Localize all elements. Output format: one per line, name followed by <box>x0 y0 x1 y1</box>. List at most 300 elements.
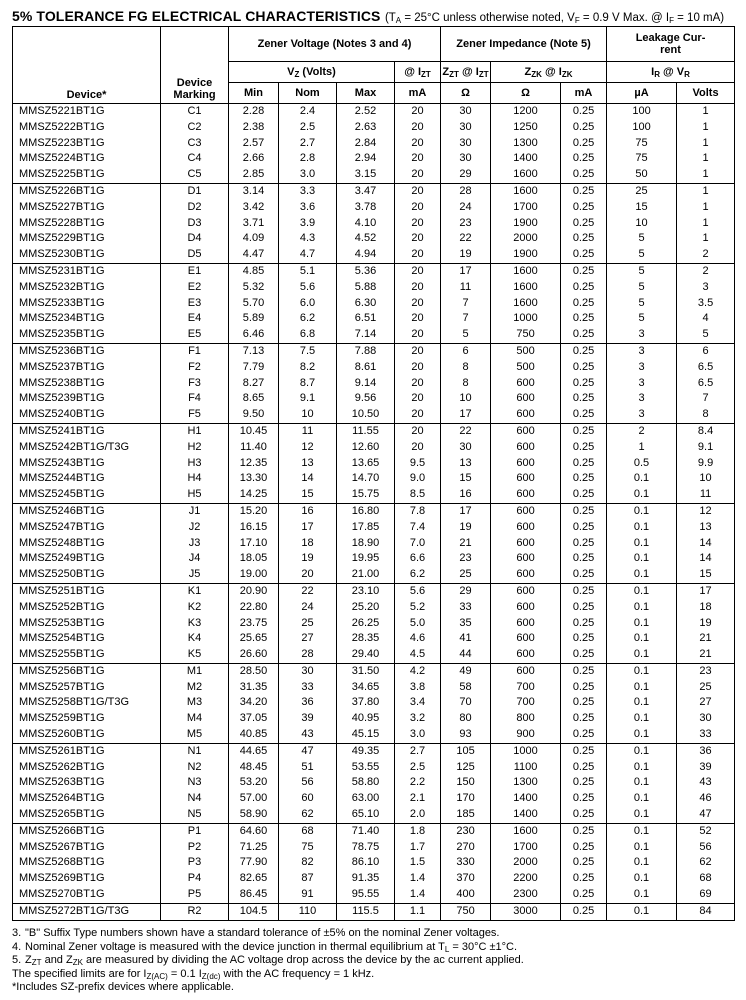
marking-cell: H5 <box>161 487 229 503</box>
zzk-cell: 3000 <box>491 903 561 920</box>
izt-cell: 2.1 <box>395 791 441 807</box>
ir-cell: 0.1 <box>607 791 677 807</box>
device-cell: MMSZ5241BT1G <box>13 423 161 439</box>
ir-cell: 0.1 <box>607 743 677 759</box>
izk-cell: 0.25 <box>561 456 607 472</box>
header-at-izt: @ $I_{ZT}$ <box>395 62 441 83</box>
zzk-cell: 500 <box>491 343 561 359</box>
ir-cell: 0.1 <box>607 551 677 567</box>
izk-cell: 0.25 <box>561 600 607 616</box>
zzk-cell: 1400 <box>491 791 561 807</box>
device-cell: MMSZ5269BT1G <box>13 871 161 887</box>
izt-cell: 1.4 <box>395 871 441 887</box>
zzt-cell: 33 <box>441 600 491 616</box>
vr-cell: 56 <box>677 840 735 856</box>
vr-cell: 84 <box>677 903 735 920</box>
table-row <box>13 327 735 343</box>
device-cell: MMSZ5253BT1G <box>13 616 161 632</box>
header-zzt-unit: Ω <box>441 83 491 104</box>
izt-cell: 20 <box>395 151 441 167</box>
marking-cell: D5 <box>161 247 229 263</box>
zzk-cell: 600 <box>491 407 561 423</box>
izt-cell: 1.8 <box>395 823 441 839</box>
izt-cell: 20 <box>395 200 441 216</box>
device-cell: MMSZ5237BT1G <box>13 360 161 376</box>
vz-min-cell: 86.45 <box>229 887 279 903</box>
zzt-cell: 93 <box>441 727 491 743</box>
device-cell: MMSZ5230BT1G <box>13 247 161 263</box>
vz-nom-cell: 4.7 <box>279 247 337 263</box>
device-cell: MMSZ5251BT1G <box>13 583 161 599</box>
table-row <box>13 647 735 663</box>
izk-cell: 0.25 <box>561 487 607 503</box>
vr-cell: 43 <box>677 775 735 791</box>
vz-max-cell: 21.00 <box>337 567 395 583</box>
izt-cell: 3.2 <box>395 711 441 727</box>
vz-nom-cell: 14 <box>279 471 337 487</box>
zzk-cell: 600 <box>491 471 561 487</box>
vz-nom-cell: 91 <box>279 887 337 903</box>
ir-cell: 0.1 <box>607 567 677 583</box>
ir-cell: 75 <box>607 151 677 167</box>
vr-cell: 6 <box>677 343 735 359</box>
ir-cell: 0.1 <box>607 711 677 727</box>
izk-cell: 0.25 <box>561 104 607 120</box>
vz-max-cell: 65.10 <box>337 807 395 823</box>
vz-min-cell: 3.71 <box>229 216 279 232</box>
device-cell: MMSZ5256BT1G <box>13 663 161 679</box>
izk-cell: 0.25 <box>561 263 607 279</box>
electrical-characteristics-table <box>12 26 735 921</box>
zzt-cell: 7 <box>441 296 491 312</box>
zzk-cell: 600 <box>491 376 561 392</box>
zzk-cell: 600 <box>491 631 561 647</box>
header-zzt-at-izt: $Z_{ZT}$ @ $I_{ZT}$ <box>441 62 491 83</box>
vz-nom-cell: 2.5 <box>279 120 337 136</box>
vr-cell: 8 <box>677 407 735 423</box>
vz-min-cell: 82.65 <box>229 871 279 887</box>
vz-min-cell: 4.09 <box>229 231 279 247</box>
marking-cell: P3 <box>161 855 229 871</box>
zzt-cell: 11 <box>441 280 491 296</box>
zzk-cell: 600 <box>491 423 561 439</box>
vz-min-cell: 12.35 <box>229 456 279 472</box>
device-cell: MMSZ5248BT1G <box>13 536 161 552</box>
vr-cell: 12 <box>677 503 735 519</box>
vz-max-cell: 4.94 <box>337 247 395 263</box>
zzk-cell: 1000 <box>491 743 561 759</box>
vz-min-cell: 77.90 <box>229 855 279 871</box>
izk-cell: 0.25 <box>561 183 607 199</box>
device-cell: MMSZ5260BT1G <box>13 727 161 743</box>
marking-cell: H1 <box>161 423 229 439</box>
vr-cell: 36 <box>677 743 735 759</box>
izk-cell: 0.25 <box>561 551 607 567</box>
device-cell: MMSZ5223BT1G <box>13 136 161 152</box>
vr-cell: 21 <box>677 647 735 663</box>
vz-max-cell: 26.25 <box>337 616 395 632</box>
zzt-cell: 30 <box>441 120 491 136</box>
zzt-cell: 19 <box>441 247 491 263</box>
note-3: 3. "B" Suffix Type numbers shown have a standard tolerance of ±5% on the nominal Zener voltages. <box>12 927 500 939</box>
izk-cell: 0.25 <box>561 167 607 183</box>
table-row <box>13 855 735 871</box>
table-row <box>13 391 735 407</box>
zzk-cell: 600 <box>491 567 561 583</box>
note-4: 4. Nominal Zener voltage is measured with the device junction in thermal equilibrium at $T_L = 30^\circ C \pm 1^\circ C$. <box>12 940 518 954</box>
izt-cell: 20 <box>395 216 441 232</box>
marking-cell: M1 <box>161 663 229 679</box>
marking-cell: C3 <box>161 136 229 152</box>
zzt-cell: 30 <box>441 151 491 167</box>
vz-max-cell: 2.63 <box>337 120 395 136</box>
vz-min-cell: 44.65 <box>229 743 279 759</box>
marking-cell: M5 <box>161 727 229 743</box>
ir-cell: 0.1 <box>607 840 677 856</box>
izk-cell: 0.25 <box>561 296 607 312</box>
vz-max-cell: 6.30 <box>337 296 395 312</box>
zzt-cell: 330 <box>441 855 491 871</box>
vr-cell: 17 <box>677 583 735 599</box>
vz-min-cell: 57.00 <box>229 791 279 807</box>
zzt-cell: 17 <box>441 263 491 279</box>
device-cell: MMSZ5247BT1G <box>13 520 161 536</box>
ir-cell: 50 <box>607 167 677 183</box>
izt-cell: 20 <box>395 407 441 423</box>
table-row <box>13 583 735 599</box>
vz-min-cell: 25.65 <box>229 631 279 647</box>
vz-min-cell: 5.70 <box>229 296 279 312</box>
vz-nom-cell: 47 <box>279 743 337 759</box>
vz-min-cell: 16.15 <box>229 520 279 536</box>
device-cell: MMSZ5227BT1G <box>13 200 161 216</box>
zzk-cell: 600 <box>491 520 561 536</box>
vz-max-cell: 13.65 <box>337 456 395 472</box>
vz-nom-cell: 51 <box>279 760 337 776</box>
device-cell: MMSZ5228BT1G <box>13 216 161 232</box>
zzt-cell: 750 <box>441 903 491 920</box>
ir-cell: 3 <box>607 391 677 407</box>
vz-nom-cell: 12 <box>279 440 337 456</box>
table-row <box>13 311 735 327</box>
vz-nom-cell: 2.7 <box>279 136 337 152</box>
zzt-cell: 10 <box>441 391 491 407</box>
izk-cell: 0.25 <box>561 503 607 519</box>
vr-cell: 3 <box>677 280 735 296</box>
table-row <box>13 903 735 920</box>
izt-cell: 3.4 <box>395 695 441 711</box>
ir-cell: 0.1 <box>607 631 677 647</box>
header-nom: Nom <box>279 83 337 104</box>
table-row <box>13 775 735 791</box>
vz-nom-cell: 39 <box>279 711 337 727</box>
vz-nom-cell: 60 <box>279 791 337 807</box>
vz-max-cell: 2.84 <box>337 136 395 152</box>
vr-cell: 23 <box>677 663 735 679</box>
zzk-cell: 1300 <box>491 136 561 152</box>
marking-cell: K5 <box>161 647 229 663</box>
marking-cell: P1 <box>161 823 229 839</box>
zzt-cell: 80 <box>441 711 491 727</box>
device-cell: MMSZ5263BT1G <box>13 775 161 791</box>
vz-max-cell: 25.20 <box>337 600 395 616</box>
header-min: Min <box>229 83 279 104</box>
table-row <box>13 280 735 296</box>
izk-cell: 0.25 <box>561 423 607 439</box>
zzk-cell: 2000 <box>491 855 561 871</box>
table-row <box>13 407 735 423</box>
zzt-cell: 24 <box>441 200 491 216</box>
marking-cell: J1 <box>161 503 229 519</box>
vz-nom-cell: 13 <box>279 456 337 472</box>
table-row <box>13 231 735 247</box>
izk-cell: 0.25 <box>561 471 607 487</box>
vr-cell: 6.5 <box>677 376 735 392</box>
vr-cell: 2 <box>677 247 735 263</box>
vz-max-cell: 49.35 <box>337 743 395 759</box>
izk-cell: 0.25 <box>561 616 607 632</box>
table-row <box>13 536 735 552</box>
vz-max-cell: 15.75 <box>337 487 395 503</box>
ir-cell: 0.1 <box>607 775 677 791</box>
izk-cell: 0.25 <box>561 903 607 920</box>
vz-min-cell: 8.65 <box>229 391 279 407</box>
vz-nom-cell: 3.3 <box>279 183 337 199</box>
vz-max-cell: 5.36 <box>337 263 395 279</box>
table-row <box>13 791 735 807</box>
zzt-cell: 35 <box>441 616 491 632</box>
vz-max-cell: 7.88 <box>337 343 395 359</box>
title-conditions: ($T_A = 25^\circ C$ unless otherwise noted, $V_F = 0.9$ V Max. @ $I_F = 10$ mA) <box>384 12 725 25</box>
vz-min-cell: 71.25 <box>229 840 279 856</box>
izt-cell: 1.4 <box>395 887 441 903</box>
table-row <box>13 807 735 823</box>
zzt-cell: 41 <box>441 631 491 647</box>
marking-cell: M4 <box>161 711 229 727</box>
zzk-cell: 1600 <box>491 280 561 296</box>
vz-min-cell: 20.90 <box>229 583 279 599</box>
vz-nom-cell: 30 <box>279 663 337 679</box>
zzt-cell: 400 <box>441 887 491 903</box>
zzt-cell: 7 <box>441 311 491 327</box>
marking-cell: E1 <box>161 263 229 279</box>
ir-cell: 5 <box>607 311 677 327</box>
vr-cell: 47 <box>677 807 735 823</box>
ir-cell: 100 <box>607 120 677 136</box>
izt-cell: 4.5 <box>395 647 441 663</box>
vr-cell: 15 <box>677 567 735 583</box>
vz-max-cell: 29.40 <box>337 647 395 663</box>
vr-cell: 9.9 <box>677 456 735 472</box>
table-row <box>13 247 735 263</box>
vz-max-cell: 4.52 <box>337 231 395 247</box>
zzk-cell: 2200 <box>491 871 561 887</box>
izk-cell: 0.25 <box>561 663 607 679</box>
device-cell: MMSZ5243BT1G <box>13 456 161 472</box>
marking-cell: C4 <box>161 151 229 167</box>
vz-max-cell: 40.95 <box>337 711 395 727</box>
marking-cell: M2 <box>161 680 229 696</box>
izk-cell: 0.25 <box>561 200 607 216</box>
vr-cell: 8.4 <box>677 423 735 439</box>
vz-max-cell: 28.35 <box>337 631 395 647</box>
marking-cell: K1 <box>161 583 229 599</box>
izt-cell: 20 <box>395 247 441 263</box>
ir-cell: 5 <box>607 263 677 279</box>
vz-max-cell: 10.50 <box>337 407 395 423</box>
izk-cell: 0.25 <box>561 280 607 296</box>
izt-cell: 7.4 <box>395 520 441 536</box>
zzt-cell: 6 <box>441 343 491 359</box>
izt-cell: 20 <box>395 183 441 199</box>
izt-cell: 20 <box>395 263 441 279</box>
izt-cell: 20 <box>395 440 441 456</box>
vz-nom-cell: 5.1 <box>279 263 337 279</box>
vz-max-cell: 12.60 <box>337 440 395 456</box>
device-cell: MMSZ5236BT1G <box>13 343 161 359</box>
izt-cell: 20 <box>395 136 441 152</box>
marking-cell: F3 <box>161 376 229 392</box>
vz-min-cell: 28.50 <box>229 663 279 679</box>
vz-min-cell: 64.60 <box>229 823 279 839</box>
izt-cell: 3.0 <box>395 727 441 743</box>
zzk-cell: 600 <box>491 536 561 552</box>
vz-min-cell: 37.05 <box>229 711 279 727</box>
izt-cell: 4.6 <box>395 631 441 647</box>
marking-cell: J2 <box>161 520 229 536</box>
zzk-cell: 600 <box>491 456 561 472</box>
zzt-cell: 44 <box>441 647 491 663</box>
zzt-cell: 30 <box>441 440 491 456</box>
table-row <box>13 711 735 727</box>
marking-cell: K2 <box>161 600 229 616</box>
zzk-cell: 600 <box>491 487 561 503</box>
vz-nom-cell: 10 <box>279 407 337 423</box>
zzt-cell: 28 <box>441 183 491 199</box>
vz-max-cell: 3.78 <box>337 200 395 216</box>
izt-cell: 4.2 <box>395 663 441 679</box>
marking-cell: H4 <box>161 471 229 487</box>
vr-cell: 62 <box>677 855 735 871</box>
table-row <box>13 200 735 216</box>
zzk-cell: 1250 <box>491 120 561 136</box>
zzt-cell: 13 <box>441 456 491 472</box>
vz-nom-cell: 27 <box>279 631 337 647</box>
zzt-cell: 49 <box>441 663 491 679</box>
header-vz-volts: $V_Z$ (Volts) <box>229 62 395 83</box>
table-row <box>13 503 735 519</box>
vz-nom-cell: 82 <box>279 855 337 871</box>
vz-nom-cell: 110 <box>279 903 337 920</box>
marking-cell: D4 <box>161 231 229 247</box>
zzk-cell: 900 <box>491 727 561 743</box>
marking-cell: E3 <box>161 296 229 312</box>
izk-cell: 0.25 <box>561 536 607 552</box>
marking-cell: H3 <box>161 456 229 472</box>
title-main: 5% TOLERANCE FG ELECTRICAL CHARACTERISTICS <box>12 8 381 24</box>
vz-max-cell: 2.94 <box>337 151 395 167</box>
izt-cell: 2.2 <box>395 775 441 791</box>
table-row <box>13 423 735 439</box>
vz-min-cell: 48.45 <box>229 760 279 776</box>
ir-cell: 5 <box>607 296 677 312</box>
izk-cell: 0.25 <box>561 791 607 807</box>
marking-cell: M3 <box>161 695 229 711</box>
ir-cell: 0.1 <box>607 887 677 903</box>
table-row <box>13 840 735 856</box>
ir-cell: 0.1 <box>607 760 677 776</box>
marking-cell: F5 <box>161 407 229 423</box>
zzk-cell: 1600 <box>491 263 561 279</box>
marking-cell: P5 <box>161 887 229 903</box>
izk-cell: 0.25 <box>561 376 607 392</box>
table-row <box>13 151 735 167</box>
izk-cell: 0.25 <box>561 743 607 759</box>
zzk-cell: 1400 <box>491 807 561 823</box>
zzk-cell: 600 <box>491 647 561 663</box>
vz-min-cell: 5.89 <box>229 311 279 327</box>
header-zzk-at-izk: $Z_{ZK}$ @ $I_{ZK}$ <box>491 62 607 83</box>
vz-nom-cell: 18 <box>279 536 337 552</box>
zzt-cell: 29 <box>441 583 491 599</box>
izk-cell: 0.25 <box>561 440 607 456</box>
vr-cell: 1 <box>677 104 735 120</box>
zzk-cell: 600 <box>491 600 561 616</box>
vz-nom-cell: 36 <box>279 695 337 711</box>
table-row <box>13 263 735 279</box>
table-header <box>13 27 735 104</box>
vz-nom-cell: 87 <box>279 871 337 887</box>
vz-max-cell: 14.70 <box>337 471 395 487</box>
vz-nom-cell: 56 <box>279 775 337 791</box>
header-device-marking: Device Marking <box>161 27 229 104</box>
vr-cell: 1 <box>677 120 735 136</box>
vz-nom-cell: 3.6 <box>279 200 337 216</box>
device-cell: MMSZ5232BT1G <box>13 280 161 296</box>
vz-min-cell: 7.79 <box>229 360 279 376</box>
vz-max-cell: 6.51 <box>337 311 395 327</box>
vz-max-cell: 34.65 <box>337 680 395 696</box>
vr-cell: 52 <box>677 823 735 839</box>
zzt-cell: 5 <box>441 327 491 343</box>
vz-min-cell: 2.57 <box>229 136 279 152</box>
izt-cell: 1.7 <box>395 840 441 856</box>
vz-min-cell: 15.20 <box>229 503 279 519</box>
zzt-cell: 150 <box>441 775 491 791</box>
marking-cell: N4 <box>161 791 229 807</box>
device-cell: MMSZ5267BT1G <box>13 840 161 856</box>
zzk-cell: 1700 <box>491 200 561 216</box>
vr-cell: 25 <box>677 680 735 696</box>
vr-cell: 30 <box>677 711 735 727</box>
zzk-cell: 600 <box>491 440 561 456</box>
vz-min-cell: 7.13 <box>229 343 279 359</box>
table-row <box>13 695 735 711</box>
izk-cell: 0.25 <box>561 120 607 136</box>
zzk-cell: 1600 <box>491 167 561 183</box>
vz-nom-cell: 2.8 <box>279 151 337 167</box>
vr-cell: 10 <box>677 471 735 487</box>
vr-cell: 3.5 <box>677 296 735 312</box>
izk-cell: 0.25 <box>561 807 607 823</box>
vz-nom-cell: 17 <box>279 520 337 536</box>
vr-cell: 21 <box>677 631 735 647</box>
vz-max-cell: 16.80 <box>337 503 395 519</box>
vz-max-cell: 5.88 <box>337 280 395 296</box>
izt-cell: 20 <box>395 280 441 296</box>
device-cell: MMSZ5270BT1G <box>13 887 161 903</box>
table-row <box>13 743 735 759</box>
